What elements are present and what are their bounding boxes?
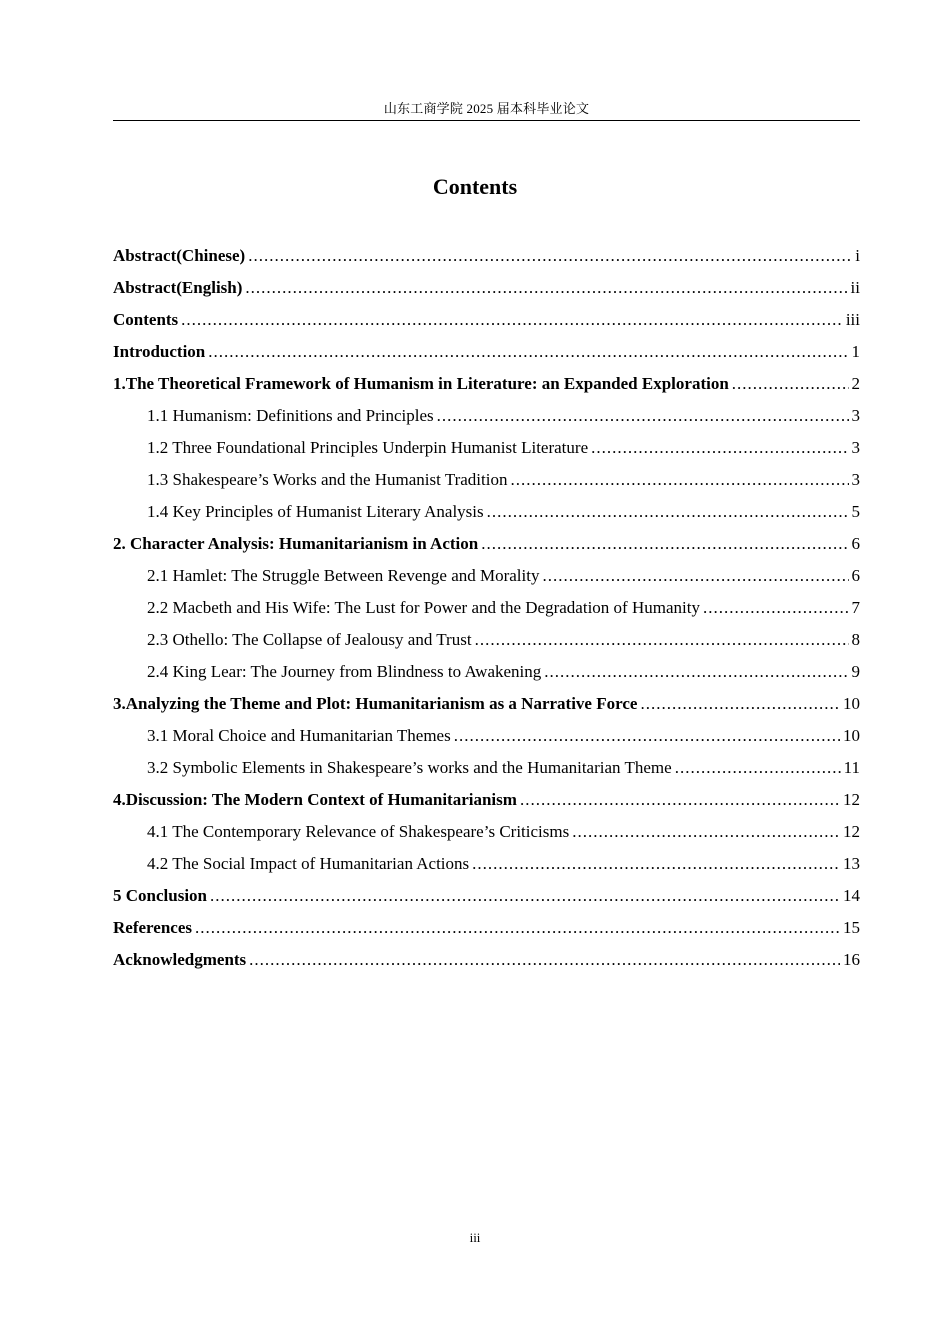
toc-entry-acknowledgments[interactable] (113, 944, 860, 976)
running-header: 山东工商学院 2025 届本科毕业论文 (113, 98, 860, 121)
toc-entry-title: 4.Discussion: The Modern Context of Humanitarianism (113, 790, 517, 809)
toc-entry-section-4-2[interactable] (113, 848, 860, 880)
toc-page-number: 3 (851, 406, 860, 425)
toc-page-number: 5 (851, 502, 860, 521)
toc-entry-abstract-chinese[interactable] (113, 240, 860, 272)
toc-dot-leader (437, 400, 849, 432)
toc-entry-section-4-1[interactable] (113, 816, 860, 848)
toc-entry-title: 4.2 The Social Impact of Humanitarian Actions (147, 854, 470, 873)
toc-page-number: 10 (843, 694, 860, 713)
toc-dot-leader (572, 816, 840, 848)
toc-dot-leader (542, 560, 848, 592)
toc-dot-leader (481, 528, 848, 560)
toc-entry-contents[interactable] (113, 304, 860, 336)
toc-dot-leader (675, 752, 841, 784)
toc-entry-title: 3.2 Symbolic Elements in Shakespeare’s works and the Humanitarian Theme (147, 758, 672, 777)
toc-page-number: 7 (851, 598, 860, 617)
toc-page-number: 12 (843, 790, 860, 809)
toc-page-number: 8 (851, 630, 860, 649)
toc-entry-title: 1.4 Key Principles of Humanist Literary Analysis (147, 502, 484, 521)
toc-dot-leader (591, 432, 848, 464)
toc-page-number: i (855, 246, 860, 265)
toc-page-number: 1 (851, 342, 860, 361)
toc-dot-leader (245, 272, 847, 304)
toc-entry-section-2-2[interactable] (113, 592, 860, 624)
toc-dot-leader (195, 912, 840, 944)
toc-entry-title: 3.Analyzing the Theme and Plot: Humanitarianism as a Narrative Force (113, 694, 638, 713)
toc-entry-conclusion[interactable] (113, 880, 860, 912)
toc-dot-leader (472, 848, 840, 880)
toc-dot-leader (640, 688, 840, 720)
toc-page-number: ii (850, 278, 860, 297)
toc-dot-leader (732, 368, 849, 400)
toc-dot-leader (454, 720, 840, 752)
toc-page-number: 10 (843, 726, 860, 745)
toc-entry-chapter-1[interactable] (113, 368, 860, 400)
table-of-contents (113, 240, 860, 976)
toc-entry-title: 2. Character Analysis: Humanitarianism in Action (113, 534, 479, 553)
toc-entry-chapter-3[interactable] (113, 688, 860, 720)
toc-page-number: 11 (843, 758, 860, 777)
toc-entry-title: 1.3 Shakespeare’s Works and the Humanist Tradition (147, 470, 508, 489)
toc-page-number: 9 (851, 662, 860, 681)
toc-dot-leader (475, 624, 849, 656)
toc-entry-title: 1.2 Three Foundational Principles Underpin Humanist Literature (147, 438, 589, 457)
toc-page-number: 2 (851, 374, 860, 393)
toc-entry-title: 4.1 The Contemporary Relevance of Shakespeare’s Criticisms (147, 822, 570, 841)
toc-entry-section-3-2[interactable] (113, 752, 860, 784)
toc-entry-section-1-4[interactable] (113, 496, 860, 528)
toc-dot-leader (703, 592, 849, 624)
toc-entry-title: Contents (113, 310, 179, 329)
page-number: iii (469, 1230, 481, 1245)
toc-entry-title: 1.1 Humanism: Definitions and Principles (147, 406, 434, 425)
toc-entry-introduction[interactable] (113, 336, 860, 368)
toc-entry-abstract-english[interactable] (113, 272, 860, 304)
toc-entry-title: 1.The Theoretical Framework of Humanism in Literature: an Expanded Exploration (113, 374, 729, 393)
toc-dot-leader (510, 464, 848, 496)
toc-dot-leader (249, 944, 840, 976)
toc-page-number: 3 (851, 438, 860, 457)
toc-entry-chapter-2[interactable] (113, 528, 860, 560)
toc-entry-title: 3.1 Moral Choice and Humanitarian Themes (147, 726, 451, 745)
toc-entry-title: Abstract(Chinese) (113, 246, 246, 265)
toc-page-number: iii (845, 310, 860, 329)
toc-page-number: 14 (843, 886, 860, 905)
toc-entry-section-3-1[interactable] (113, 720, 860, 752)
toc-entry-section-2-1[interactable] (113, 560, 860, 592)
toc-dot-leader (520, 784, 840, 816)
toc-entry-title: 2.2 Macbeth and His Wife: The Lust for Power and the Degradation of Humanity (147, 598, 700, 617)
toc-entry-title: Acknowledgments (113, 950, 247, 969)
toc-entry-title: 2.3 Othello: The Collapse of Jealousy and Trust (147, 630, 472, 649)
toc-entry-title: Introduction (113, 342, 206, 361)
toc-entry-title: Abstract(English) (113, 278, 243, 297)
toc-entry-title: 5 Conclusion (113, 886, 207, 905)
toc-page-number: 6 (851, 534, 860, 553)
toc-entry-section-1-3[interactable] (113, 464, 860, 496)
toc-page-number: 16 (843, 950, 860, 969)
toc-entry-title: References (113, 918, 192, 937)
toc-dot-leader (248, 240, 852, 272)
toc-page-number: 13 (843, 854, 860, 873)
toc-page-number: 12 (843, 822, 860, 841)
toc-entry-section-1-1[interactable] (113, 400, 860, 432)
toc-page-number: 15 (843, 918, 860, 937)
toc-page-number: 6 (851, 566, 860, 585)
toc-dot-leader (210, 880, 840, 912)
toc-dot-leader (487, 496, 849, 528)
toc-dot-leader (208, 336, 848, 368)
toc-entry-title: 2.1 Hamlet: The Struggle Between Revenge and Morality (147, 566, 540, 585)
toc-dot-leader (181, 304, 843, 336)
toc-entry-section-2-3[interactable] (113, 624, 860, 656)
page-title: Contents (432, 174, 518, 199)
toc-page-number: 3 (851, 470, 860, 489)
toc-entry-title: 2.4 King Lear: The Journey from Blindness to Awakening (147, 662, 542, 681)
toc-dot-leader (544, 656, 848, 688)
toc-entry-section-1-2[interactable] (113, 432, 860, 464)
toc-entry-references[interactable] (113, 912, 860, 944)
toc-entry-section-2-4[interactable] (113, 656, 860, 688)
toc-entry-chapter-4[interactable] (113, 784, 860, 816)
